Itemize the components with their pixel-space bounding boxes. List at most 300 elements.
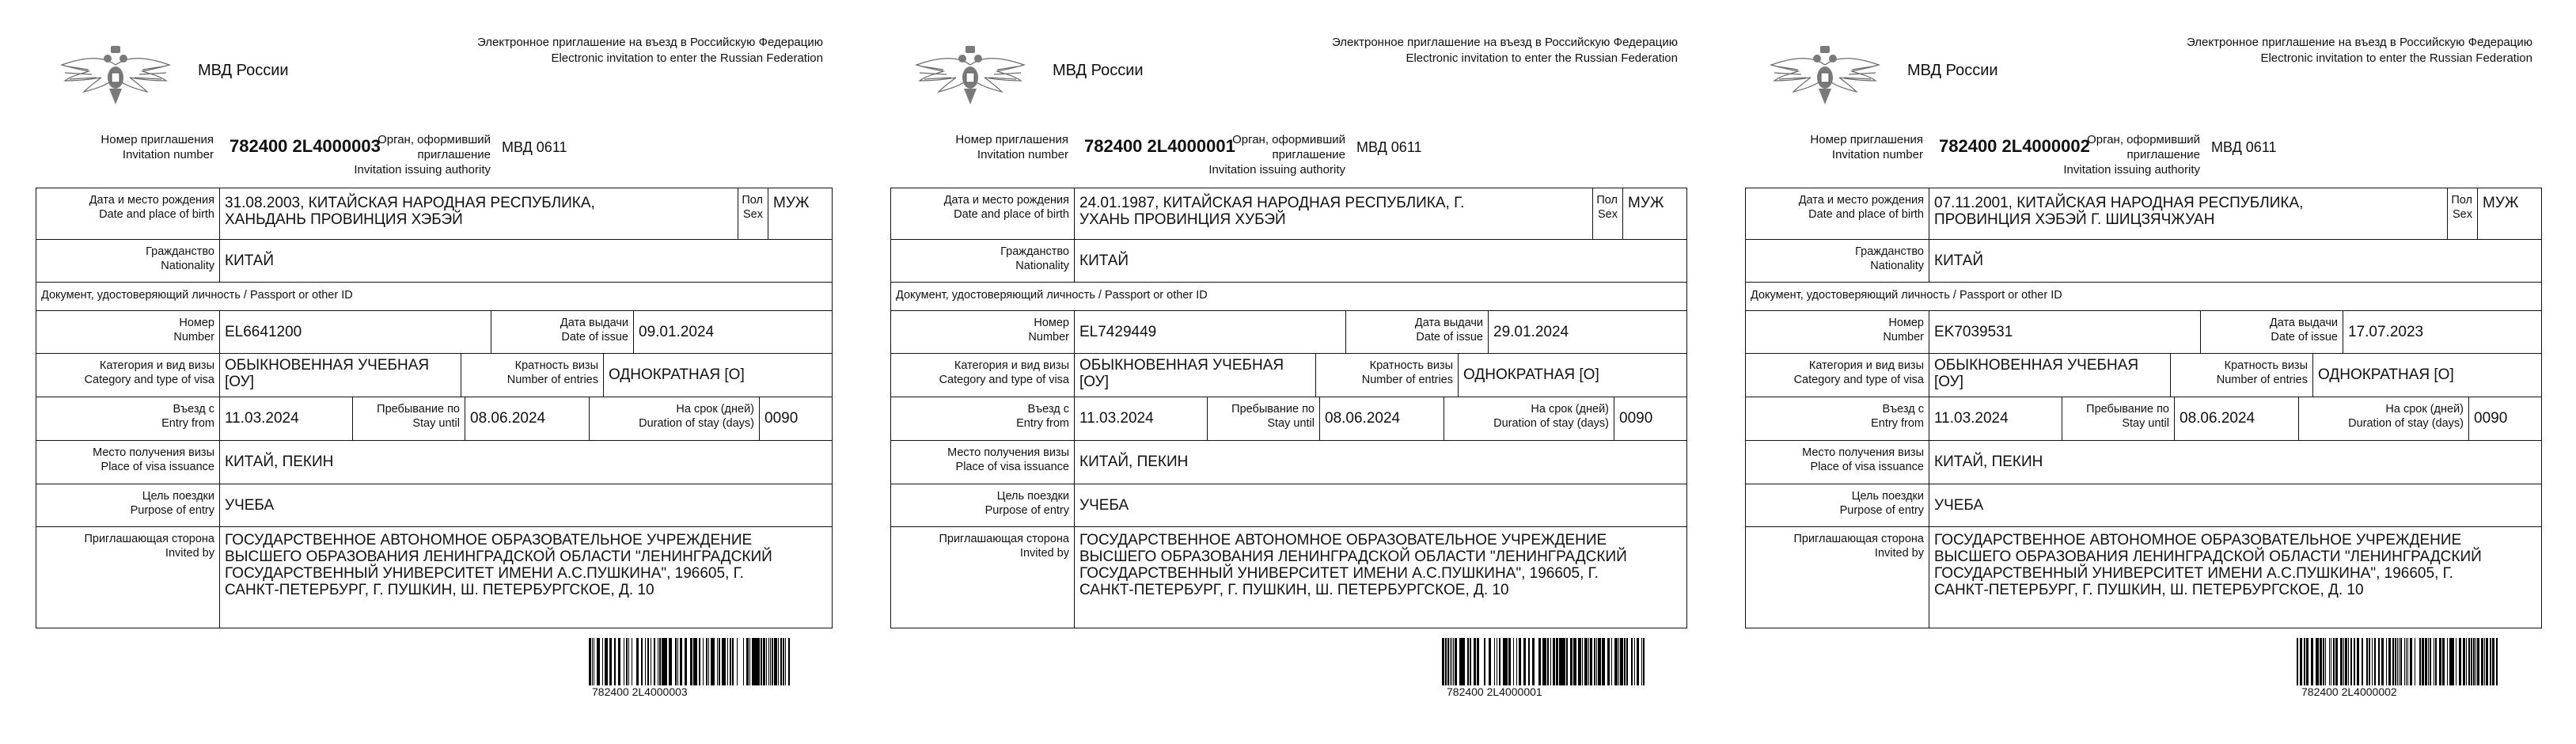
barcode-bar: [592, 638, 593, 685]
issuing-authority: МВД 0611: [502, 139, 567, 155]
place-label: [36, 441, 220, 484]
label-en: Sex: [1598, 208, 1618, 221]
nationality-row: [36, 240, 832, 283]
sex-label: [738, 188, 768, 239]
barcode-bar: [1529, 638, 1530, 685]
barcode-bar: [2425, 638, 2426, 685]
sex-label: [1593, 188, 1623, 239]
entry-from: 11.03.2024: [220, 397, 353, 440]
barcode-bar: [2329, 638, 2330, 685]
barcode-bar: [2471, 638, 2472, 685]
stay-until: 08.06.2024: [1320, 397, 1444, 440]
purpose-row: [1746, 484, 2541, 527]
barcode-bar: [1594, 638, 1595, 685]
nationality-label: [36, 240, 220, 282]
label-ru: Цель поездки: [142, 490, 214, 503]
barcode-bar: [743, 638, 744, 685]
label-en: Purpose of entry: [984, 504, 1069, 517]
label-en: Date and place of birth: [1808, 208, 1924, 221]
barcode-bar: [781, 638, 782, 685]
stay-row: [36, 397, 832, 441]
barcode-bar: [1447, 638, 1449, 685]
barcode-bar: [1624, 638, 1626, 685]
passport-number: EK7039531: [1929, 311, 2201, 353]
label-ru: Номер: [1034, 317, 1069, 329]
barcode-bar: [590, 638, 591, 685]
label-en: Purpose of entry: [1839, 504, 1924, 517]
purpose-label: [36, 484, 220, 526]
invited-label: [891, 527, 1075, 628]
stay-until: 08.06.2024: [2175, 397, 2299, 440]
barcode-bar: [753, 638, 756, 685]
barcode-bar: [2348, 638, 2349, 685]
label-ru: Приглашающая сторона: [939, 533, 1069, 545]
sex-value: МУЖ: [1628, 195, 1664, 211]
label-en: Place of visa issuance: [1810, 461, 1924, 473]
barcode-bar: [2323, 638, 2324, 685]
invited-line: ВЫСШЕГО ОБРАЗОВАНИЯ ЛЕНИНГРАДСКОЙ ОБЛАСТИ "ЛЕНИНГРАДСКИЙ: [225, 549, 772, 565]
place-row: [891, 441, 1686, 484]
invitation-number-label: [922, 132, 1068, 162]
label-ru: На срок (дней): [2385, 403, 2464, 416]
label-ru: Орган, оформивший приглашение: [377, 133, 491, 161]
label-en: Number: [173, 331, 214, 344]
label-en: Number of entries: [506, 374, 598, 386]
invitation-number: 782400 2L4000003: [230, 136, 381, 156]
barcode-bar: [1451, 638, 1452, 685]
passport-header: Документ, удостоверяющий личность / Passport or other ID: [41, 289, 353, 302]
dob-row: [1746, 188, 2541, 240]
barcode-bar: [1584, 638, 1587, 685]
label-ru: Пол: [742, 194, 763, 207]
barcode-bar: [597, 638, 599, 685]
barcode-bar: [714, 638, 715, 685]
barcode-bar: [1563, 638, 1565, 685]
barcode-bar: [1643, 638, 1645, 685]
barcode-bar: [1578, 638, 1579, 685]
dob-value: [1929, 188, 2448, 239]
barcode-bar: [1599, 638, 1600, 685]
barcode-text: 782400 2L4000003: [592, 685, 688, 698]
barcode-bar: [1587, 638, 1588, 685]
visa-category-row: [891, 354, 1686, 397]
dob-line: ПРОВИНЦИЯ ХЭБЭЙ Г. ШИЦЗЯЧЖУАН: [1934, 211, 2215, 228]
barcode-bar: [1534, 638, 1535, 685]
barcode-bar: [645, 638, 646, 685]
barcode-bar: [1484, 638, 1485, 685]
barcode-bar: [2428, 638, 2429, 685]
label-en: Place of visa issuance: [101, 461, 214, 473]
header-en: Electronic invitation to enter the Russian Federation: [2260, 51, 2532, 65]
barcode-bar: [2366, 638, 2368, 685]
invitation-number-label: [1777, 132, 1923, 162]
label-ru: Дата выдачи: [1414, 317, 1483, 329]
barcode-bar: [2372, 638, 2373, 685]
label-en: Invited by: [165, 547, 214, 560]
place-label: [1746, 441, 1929, 484]
barcode-bar: [763, 638, 765, 685]
barcode-bar: [2340, 638, 2343, 685]
barcode-bar: [2297, 638, 2298, 685]
barcode-bar: [778, 638, 779, 685]
label-ru: Категория и вид визы: [954, 359, 1069, 372]
label-en: Number of entries: [1361, 374, 1453, 386]
barcode-bar: [1615, 638, 1618, 685]
barcode-bar: [670, 638, 672, 685]
barcode-bar: [1528, 638, 1529, 685]
barcode-bar: [2481, 638, 2483, 685]
duration-label: [590, 397, 760, 440]
passport-number: EL7429449: [1075, 311, 1346, 353]
barcode-bar: [1574, 638, 1575, 685]
barcode-bar: [780, 638, 781, 685]
barcode-bar: [2439, 638, 2441, 685]
barcode-bar: [727, 638, 728, 685]
dob-value: [220, 188, 738, 239]
category-line: [ОУ]: [1079, 374, 1109, 390]
barcode-bar: [1637, 638, 1639, 685]
barcode-bar: [659, 638, 661, 685]
barcode-bar: [2406, 638, 2407, 685]
barcode-bar: [1516, 638, 1517, 685]
entry-from: 11.03.2024: [1929, 397, 2062, 440]
barcode-bar: [675, 638, 677, 685]
barcode-bar: [1620, 638, 1621, 685]
barcode-bar: [1626, 638, 1628, 685]
barcode-bar: [642, 638, 643, 685]
invitation-table: [890, 188, 1687, 628]
barcode-bar: [609, 638, 611, 685]
barcode-bar: [1607, 638, 1608, 685]
barcode-bar: [699, 638, 700, 685]
label-en: Category and type of visa: [1793, 374, 1924, 386]
barcode-bar: [1545, 638, 1546, 685]
barcode-bar: [785, 638, 786, 685]
barcode-bar: [662, 638, 664, 685]
barcode-bar: [746, 638, 749, 685]
dob-line: ХАНЬДАНЬ ПРОВИНЦИЯ ХЭБЭЙ: [225, 211, 463, 228]
barcode-bar: [2357, 638, 2359, 685]
invited-row: [36, 527, 832, 628]
barcode-bar: [2407, 638, 2408, 685]
label-en: Entry from: [161, 417, 214, 430]
barcode-bar: [599, 638, 600, 685]
label-en: Entry from: [1871, 417, 1924, 430]
entries-value: ОДНОКРАТНАЯ [О]: [1463, 366, 1599, 383]
nationality-value: КИТАЙ: [1079, 252, 1129, 269]
invitation-table: [36, 188, 833, 628]
barcode-bar: [2486, 638, 2488, 685]
label-en: Nationality: [1015, 260, 1069, 272]
barcode-bar: [2475, 638, 2476, 685]
issue-date-label: [1346, 311, 1489, 353]
label-ru: Дата выдачи: [2269, 317, 2338, 329]
label-en: Nationality: [161, 260, 214, 272]
barcode-bar: [1463, 638, 1465, 685]
passport-row: [1746, 311, 2541, 354]
dob-line: 31.08.2003, КИТАЙСКАЯ НАРОДНАЯ РЕСПУБЛИКА,: [225, 195, 595, 211]
label-ru: Кратность визы: [514, 359, 598, 372]
label-en: Duration of stay (days): [1493, 417, 1609, 430]
visa-category: [1929, 354, 2171, 397]
issue-date: 09.01.2024: [639, 324, 715, 340]
barcode-bar: [1508, 638, 1511, 685]
barcode-text: 782400 2L4000001: [1447, 685, 1542, 698]
invitation-number: 782400 2L4000002: [1939, 136, 2090, 156]
nationality-row: [1746, 240, 2541, 283]
passport-row: [891, 311, 1686, 354]
label-en: Category and type of visa: [939, 374, 1069, 386]
barcode-bar: [666, 638, 667, 685]
place-label: [891, 441, 1075, 484]
barcode-bar: [761, 638, 762, 685]
issuing-authority: МВД 0611: [2211, 139, 2277, 155]
barcode-bar: [1499, 638, 1500, 685]
barcode-bar: [664, 638, 666, 685]
barcode-bar: [1505, 638, 1508, 685]
barcode-bar: [749, 638, 750, 685]
barcode-bar: [1503, 638, 1505, 685]
barcode-bar: [611, 638, 612, 685]
invitation-document: [855, 0, 1678, 744]
dob-row: [36, 188, 832, 240]
barcode-bar: [2388, 638, 2391, 685]
barcode-bar: [1513, 638, 1514, 685]
label-en: Date of issue: [1416, 331, 1483, 344]
barcode-bar: [2435, 638, 2437, 685]
dob-line: УХАНЬ ПРОВИНЦИЯ ХУБЭЙ: [1079, 211, 1286, 228]
label-ru: Орган, оформивший приглашение: [1232, 133, 1345, 161]
barcode-bar: [1572, 638, 1573, 685]
label-ru: Место получения визы: [93, 446, 214, 459]
barcode-bar: [2378, 638, 2380, 685]
invitation-document: [1709, 0, 2532, 744]
invited-by: [1075, 527, 1686, 628]
invitation-number: 782400 2L4000001: [1084, 136, 1235, 156]
barcode-bar: [1450, 638, 1451, 685]
label-en: Stay until: [412, 417, 460, 430]
invitation-header: [2187, 35, 2532, 66]
label-en: Invitation issuing authority: [354, 163, 491, 177]
label-ru: Номер: [1888, 317, 1924, 329]
barcode-bar: [1566, 638, 1568, 685]
label-en: Invitation issuing authority: [1208, 163, 1345, 177]
label-ru: Въезд с: [1882, 403, 1924, 416]
barcode-bar: [626, 638, 628, 685]
header-ru: Электронное приглашение на въезд в Российскую Федерацию: [2187, 36, 2532, 49]
purpose-label: [891, 484, 1075, 526]
header-ru: Электронное приглашение на въезд в Российскую Федерацию: [477, 36, 823, 49]
barcode-bar: [706, 638, 708, 685]
barcode-bar: [685, 638, 687, 685]
label-ru: Цель поездки: [1851, 490, 1924, 503]
label-ru: На срок (дней): [676, 403, 754, 416]
barcode-bar: [2301, 638, 2302, 685]
invited-by: [1929, 527, 2541, 628]
nationality-label: [1746, 240, 1929, 282]
label-ru: Цель поездки: [996, 490, 1069, 503]
invitation-header: [1332, 35, 1678, 66]
label-ru: Дата и место рождения: [1798, 194, 1924, 207]
barcode-bar: [654, 638, 655, 685]
stay-row: [891, 397, 1686, 441]
barcode-bar: [1474, 638, 1476, 685]
invited-line: ГОСУДАРСТВЕННОЕ АВТОНОМНОЕ ОБРАЗОВАТЕЛЬНОЕ УЧРЕЖДЕНИЕ: [225, 532, 753, 549]
label-ru: Категория и вид визы: [99, 359, 214, 372]
barcode-bar: [1608, 638, 1610, 685]
barcode: [2297, 638, 2501, 685]
label-ru: Номер приглашения: [101, 133, 214, 146]
purpose-row: [891, 484, 1686, 527]
dob-label: [891, 188, 1075, 239]
label-en: Place of visa issuance: [955, 461, 1069, 473]
purpose-row: [36, 484, 832, 527]
barcode-bar: [2337, 638, 2338, 685]
visa-category-row: [36, 354, 832, 397]
barcode-bar: [2497, 638, 2498, 685]
label-ru: Дата и место рождения: [943, 194, 1069, 207]
label-ru: Въезд с: [1027, 403, 1069, 416]
barcode-bar: [1547, 638, 1549, 685]
barcode-bar: [2447, 638, 2448, 685]
authority-label: [309, 132, 491, 177]
barcode-bar: [2460, 638, 2461, 685]
barcode-bar: [2426, 638, 2427, 685]
barcode-bar: [737, 638, 738, 685]
barcode-bar: [2468, 638, 2470, 685]
barcode-bar: [1445, 638, 1447, 685]
barcode-bar: [2316, 638, 2319, 685]
barcode-bar: [1600, 638, 1601, 685]
label-en: Date and place of birth: [99, 208, 214, 221]
purpose-value: УЧЕБА: [225, 497, 275, 514]
barcode-bar: [1467, 638, 1469, 685]
category-label: [1746, 354, 1929, 397]
barcode-bar: [2419, 638, 2421, 685]
authority-label: [1163, 132, 1345, 177]
dob-line: 07.11.2001, КИТАЙСКАЯ НАРОДНАЯ РЕСПУБЛИКА,: [1934, 195, 2304, 211]
double-headed-eagle-icon: [57, 41, 174, 111]
dob-row: [891, 188, 1686, 240]
entries-value: ОДНОКРАТНАЯ [О]: [2318, 366, 2454, 383]
entries-value: ОДНОКРАТНАЯ [О]: [609, 366, 745, 383]
barcode-bar: [1582, 638, 1583, 685]
barcode-bar: [2477, 638, 2479, 685]
visa-category: [220, 354, 461, 397]
barcode-bar: [2392, 638, 2394, 685]
invitation-header: [477, 35, 823, 66]
barcode-bar: [1556, 638, 1558, 685]
stay-until-label: [2062, 397, 2175, 440]
barcode-bar: [2362, 638, 2363, 685]
label-en: Stay until: [1267, 417, 1315, 430]
barcode-bar: [2422, 638, 2424, 685]
entry-from: 11.03.2024: [1075, 397, 1208, 440]
label-ru: Место получения визы: [1802, 446, 1924, 459]
barcode-bar: [2453, 638, 2454, 685]
nationality-label: [891, 240, 1075, 282]
invited-line: ГОСУДАРСТВЕННЫЙ УНИВЕРСИТЕТ ИМЕНИ А.С.ПУШКИНА", 196605, Г.: [1079, 565, 1599, 582]
label-en: Invitation number: [977, 148, 1068, 161]
barcode-bar: [1590, 638, 1592, 685]
barcode-bar: [1550, 638, 1551, 685]
barcode-bar: [680, 638, 682, 685]
duration: 0090: [1619, 410, 1653, 427]
barcode-bar: [1618, 638, 1619, 685]
barcode-bar: [1603, 638, 1605, 685]
label-ru: Категория и вид визы: [1808, 359, 1924, 372]
category-line: [ОУ]: [1934, 374, 1963, 390]
barcode-bar: [1570, 638, 1572, 685]
label-ru: Номер приглашения: [955, 133, 1068, 146]
invited-row: [1746, 527, 2541, 628]
barcode-bar: [2386, 638, 2387, 685]
barcode-bar: [1553, 638, 1555, 685]
barcode-bar: [1455, 638, 1457, 685]
label-ru: Приглашающая сторона: [84, 533, 214, 545]
issue-date-label: [491, 311, 634, 353]
invited-line: ГОСУДАРСТВЕННЫЙ УНИВЕРСИТЕТ ИМЕНИ А.С.ПУШКИНА", 196605, Г.: [1934, 565, 2453, 582]
invited-line: ГОСУДАРСТВЕННОЕ АВТОНОМНОЕ ОБРАЗОВАТЕЛЬНОЕ УЧРЕЖДЕНИЕ: [1934, 532, 2462, 549]
barcode-bar: [2345, 638, 2346, 685]
barcode: [1442, 638, 1646, 685]
barcode-bar: [756, 638, 757, 685]
label-ru: Приглашающая сторона: [1793, 533, 1924, 545]
barcode-bar: [636, 638, 639, 685]
label-ru: Орган, оформивший приглашение: [2087, 133, 2200, 161]
barcode-bar: [2463, 638, 2465, 685]
barcode-bar: [1525, 638, 1526, 685]
barcode-bar: [695, 638, 697, 685]
invited-line: ГОСУДАРСТВЕННЫЙ УНИВЕРСИТЕТ ИМЕНИ А.С.ПУШКИНА", 196605, Г.: [225, 565, 744, 582]
barcode-bar: [783, 638, 784, 685]
label-ru: Номер приглашения: [1810, 133, 1923, 146]
entry-from-label: [1746, 397, 1929, 440]
duration-label: [1444, 397, 1614, 440]
label-ru: Дата и место рождения: [89, 194, 214, 207]
label-en: Nationality: [1870, 260, 1924, 272]
visa-category: [1075, 354, 1316, 397]
label-en: Invited by: [1019, 547, 1069, 560]
authority-label: [2018, 132, 2200, 177]
barcode-bar: [2381, 638, 2384, 685]
barcode-bar: [703, 638, 704, 685]
passport-number-label: [891, 311, 1075, 353]
barcode-bar: [2304, 638, 2305, 685]
label-ru: Дата выдачи: [560, 317, 628, 329]
barcode-bar: [2306, 638, 2309, 685]
barcode-bar: [2484, 638, 2485, 685]
place-row: [36, 441, 832, 484]
barcode-bar: [2369, 638, 2370, 685]
barcode-bar: [677, 638, 678, 685]
passport-header: Документ, удостоверяющий личность / Passport or other ID: [896, 289, 1208, 302]
barcode-bar: [2350, 638, 2352, 685]
barcode-bar: [757, 638, 760, 685]
barcode-bar: [2399, 638, 2400, 685]
place-row: [1746, 441, 2541, 484]
passport-header-row: [1746, 283, 2541, 311]
invited-line: САНКТ-ПЕТЕРБУРГ, Г. ПУШКИН, Ш. ПЕТЕРБУРГСКОЕ, Д. 10: [1934, 582, 2364, 598]
entry-from-label: [36, 397, 220, 440]
barcode-bar: [2325, 638, 2326, 685]
barcode-bar: [614, 638, 616, 685]
stay-until: 08.06.2024: [465, 397, 590, 440]
place-value: КИТАЙ, ПЕКИН: [1934, 454, 2043, 470]
barcode-bar: [732, 638, 734, 685]
invited-line: САНКТ-ПЕТЕРБУРГ, Г. ПУШКИН, Ш. ПЕТЕРБУРГСКОЕ, Д. 10: [225, 582, 654, 598]
invitation-number-label: [67, 132, 214, 162]
